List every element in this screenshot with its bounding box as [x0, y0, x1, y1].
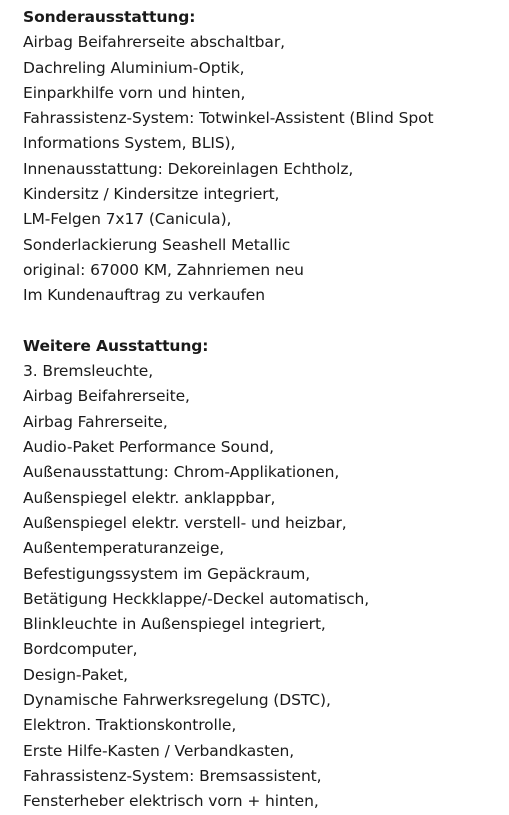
list-item: Befestigungssystem im Gepäckraum,	[23, 564, 311, 583]
list-item: original: 67000 KM, Zahnriemen neu	[23, 260, 304, 279]
list-item: Airbag Fahrerseite,	[23, 412, 168, 431]
list-item: Fensterheber elektrisch vorn + hinten,	[23, 792, 319, 811]
list-item: Airbag Beifahrerseite,	[23, 387, 190, 406]
sonderausstattung-list	[23, 30, 503, 308]
list-item: Audio-Paket Performance Sound,	[23, 438, 274, 457]
list-item: Bordcomputer,	[23, 640, 138, 659]
list-item: Airbag Beifahrerseite abschaltbar,	[23, 33, 285, 52]
list-item: Elektron. Traktionskontrolle,	[23, 716, 237, 735]
section-heading-sonderausstattung: Sonderausstattung:	[23, 8, 196, 26]
list-item: Kindersitz / Kindersitze integriert,	[23, 185, 280, 204]
section-spacer	[23, 309, 503, 334]
weitere-ausstattung-list	[23, 359, 503, 814]
list-item: Im Kundenauftrag zu verkaufen	[23, 286, 265, 305]
list-item: Innenausstattung: Dekoreinlagen Echtholz,	[23, 159, 354, 178]
list-item: Einparkhilfe vorn und hinten,	[23, 83, 246, 102]
list-item: Sonderlackierung Seashell Metallic	[23, 235, 291, 254]
list-item: Fahrassistenz-System: Totwinkel-Assistent (Blind Spot Informations System, BLIS),	[23, 109, 434, 153]
list-item: Betätigung Heckklappe/-Deckel automatisch,	[23, 589, 370, 608]
list-item: Dachreling Aluminium-Optik,	[23, 58, 245, 77]
list-item: 3. Bremsleuchte,	[23, 362, 154, 381]
section-heading-weitere-ausstattung: Weitere Ausstattung:	[23, 336, 209, 355]
list-item: Außenspiegel elektr. anklappbar,	[23, 488, 276, 507]
list-item: Blinkleuchte in Außenspiegel integriert,	[23, 615, 326, 634]
list-item: Fahrassistenz-System: Bremsassistent,	[23, 766, 322, 785]
list-item: Erste Hilfe-Kasten / Verbandkasten,	[23, 741, 295, 760]
list-item: LM-Felgen 7x17 (Canicula),	[23, 210, 232, 229]
list-item: Außentemperaturanzeige,	[23, 539, 225, 558]
list-item: Design-Paket,	[23, 665, 128, 684]
list-item: Außenausstattung: Chrom-Applikationen,	[23, 463, 340, 482]
list-item: Dynamische Fahrwerksregelung (DSTC),	[23, 691, 331, 710]
list-item: Außenspiegel elektr. verstell- und heizbar,	[23, 513, 347, 532]
equipment-description	[23, 5, 503, 815]
